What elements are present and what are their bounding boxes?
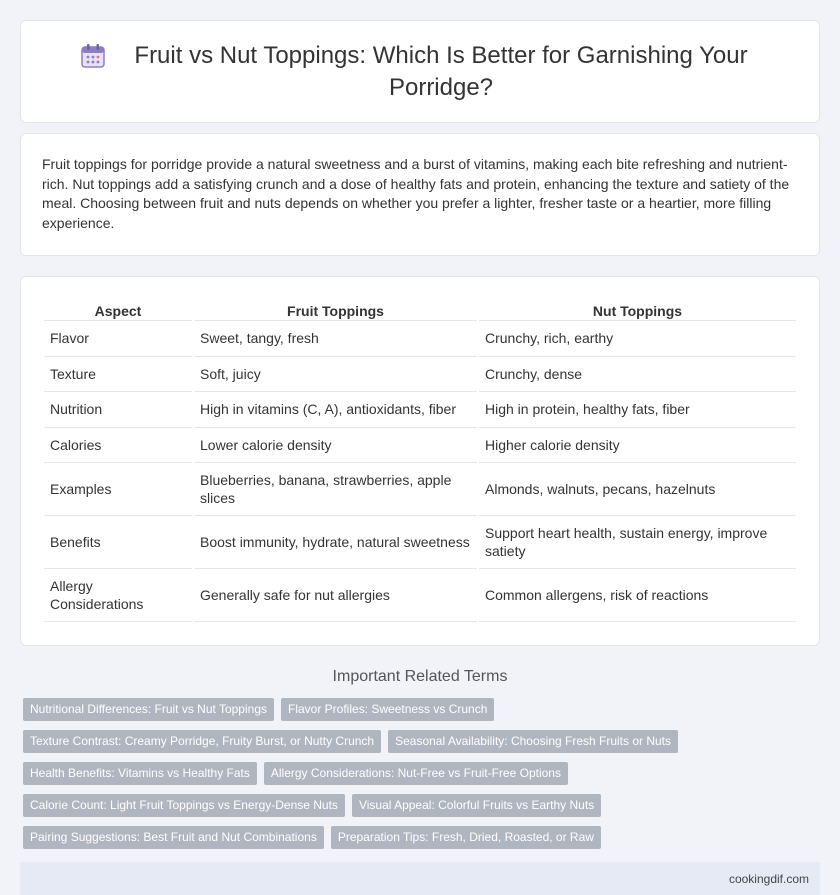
intro-card <box>20 133 820 256</box>
header-inner <box>79 40 761 104</box>
row-nut: Crunchy, dense <box>479 359 796 393</box>
row-nut: Crunchy, rich, earthy <box>479 323 796 357</box>
row-aspect: Nutrition <box>44 394 192 428</box>
row-aspect: Flavor <box>44 323 192 357</box>
related-term-tag[interactable]: Seasonal Availability: Choosing Fresh Fruits or Nuts <box>388 730 678 753</box>
table-row <box>44 359 796 393</box>
comparison-card <box>20 276 820 646</box>
related-term-tag[interactable]: Texture Contrast: Creamy Porridge, Fruity Burst, or Nutty Crunch <box>23 730 381 753</box>
row-fruit: Boost immunity, hydrate, natural sweetness <box>194 518 477 569</box>
page-title: Fruit vs Nut Toppings: Which Is Better for Garnishing Your Porridge? <box>134 41 748 101</box>
row-fruit: Blueberries, banana, strawberries, apple slices <box>194 465 477 516</box>
row-nut: Support heart health, sustain energy, improve satiety <box>479 518 796 569</box>
row-fruit: Generally safe for nut allergies <box>194 571 477 622</box>
comparison-table <box>42 297 798 624</box>
header-card <box>20 20 820 123</box>
header-aspect: Aspect <box>44 299 192 321</box>
row-nut: Higher calorie density <box>479 430 796 464</box>
related-terms-tags <box>20 698 820 849</box>
row-aspect: Benefits <box>44 518 192 569</box>
intro-text: Fruit toppings for porridge provide a natural sweetness and a burst of vitamins, making each bite refreshing and nutrient-rich. Nut toppings add a satisfying crunch and a dose of healthy fats and protein, enhancing the texture and satiety of the meal. Choosing between fruit and nuts depends on whether you prefer a lighter, fresher taste or a heartier, more filling experience. <box>42 156 790 231</box>
row-nut: Almonds, walnuts, pecans, hazelnuts <box>479 465 796 516</box>
row-fruit: Lower calorie density <box>194 430 477 464</box>
row-aspect: Examples <box>44 465 192 516</box>
header-fruit: Fruit Toppings <box>194 299 477 321</box>
table-header-row <box>44 299 796 321</box>
row-aspect: Calories <box>44 430 192 464</box>
row-fruit: High in vitamins (C, A), antioxidants, fiber <box>194 394 477 428</box>
footer <box>20 862 820 895</box>
row-nut: High in protein, healthy fats, fiber <box>479 394 796 428</box>
header-nut: Nut Toppings <box>479 299 796 321</box>
related-term-tag[interactable]: Calorie Count: Light Fruit Toppings vs Energy-Dense Nuts <box>23 794 345 817</box>
related-term-tag[interactable]: Preparation Tips: Fresh, Dried, Roasted, or Raw <box>331 826 601 849</box>
related-term-tag[interactable]: Flavor Profiles: Sweetness vs Crunch <box>281 698 494 721</box>
calendar-icon <box>79 42 107 70</box>
related-term-tag[interactable]: Health Benefits: Vitamins vs Healthy Fats <box>23 762 257 785</box>
table-row <box>44 430 796 464</box>
row-fruit: Soft, juicy <box>194 359 477 393</box>
table-row <box>44 323 796 357</box>
row-aspect: Allergy Considerations <box>44 571 192 622</box>
related-term-tag[interactable]: Nutritional Differences: Fruit vs Nut Toppings <box>23 698 274 721</box>
row-aspect: Texture <box>44 359 192 393</box>
footer-site-link[interactable]: cookingdif.com <box>728 871 809 886</box>
row-fruit: Sweet, tangy, fresh <box>194 323 477 357</box>
related-term-tag[interactable]: Allergy Considerations: Nut-Free vs Fruit-Free Options <box>264 762 568 785</box>
row-nut: Common allergens, risk of reactions <box>479 571 796 622</box>
related-terms-title: Important Related Terms <box>332 668 508 686</box>
table-row <box>44 465 796 516</box>
table-row <box>44 518 796 569</box>
related-term-tag[interactable]: Visual Appeal: Colorful Fruits vs Earthy Nuts <box>352 794 601 817</box>
related-term-tag[interactable]: Pairing Suggestions: Best Fruit and Nut Combinations <box>23 826 324 849</box>
table-row <box>44 394 796 428</box>
table-row <box>44 571 796 622</box>
